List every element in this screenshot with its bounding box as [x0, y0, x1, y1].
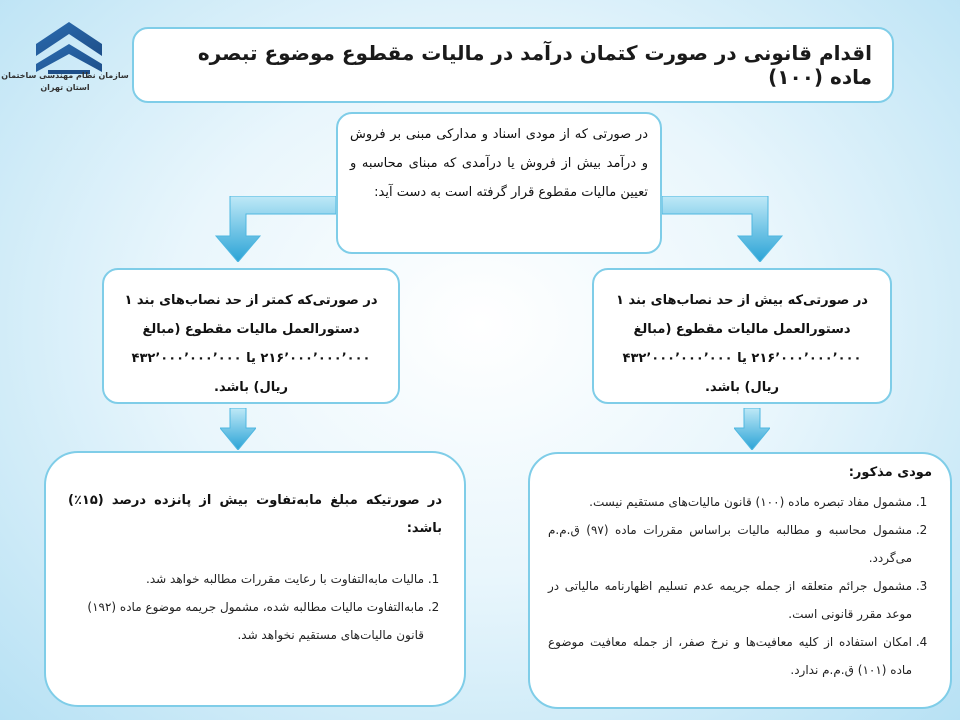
list-item: 3. مشمول جرائم متعلقه از جمله جریمه عدم تسلیم اظهارنامه مالیاتی در موعد مقرر قانونی است.	[548, 572, 912, 628]
intro-text: در صورتی که از مودی اسناد و مدارکی مبنی بر فروش و درآمد بیش از فروش یا درآمدی که مبنای محاسبه و تعیین مالیات مقطوع قرار گرفته است به دست آید:	[350, 127, 648, 200]
left-condition-text: در صورتی‌که کمتر از حد نصاب‌های بند ۱ دستورالعمل مالیات مقطوع (مبالغ ۲۱۶٬۰۰۰٬۰۰۰٬۰۰۰ یا ۴۳۲٬۰۰۰٬۰۰۰٬۰۰۰ ریال) باشد.	[124, 293, 378, 395]
title-box	[132, 27, 894, 103]
right-condition-box	[592, 268, 892, 404]
organization-name-line1: سازمان نظام مهندسی ساختمان	[1, 71, 129, 80]
organization-name-line2: استان تهران	[40, 83, 90, 92]
left-down-arrow-icon	[220, 408, 256, 450]
left-condition-box	[102, 268, 400, 404]
left-result-list	[68, 565, 442, 649]
intro-box	[336, 112, 662, 254]
list-item: 2. مابه‌التفاوت مالیات مطالبه شده، مشمول جریمه موضوع ماده (۱۹۲) قانون مالیات‌های مستقیم نخواهد شد.	[68, 593, 424, 649]
page-title: اقدام قانونی در صورت کتمان درآمد در مالیات مقطوع موضوع تبصره ماده (۱۰۰)	[197, 41, 872, 89]
left-result-box	[44, 451, 466, 707]
list-item: 1. مالیات مابه‌التفاوت با رعایت مقررات مطالبه خواهد شد.	[68, 565, 424, 593]
right-condition-text: در صورتی‌که بیش از حد نصاب‌های بند ۱ دستورالعمل مالیات مقطوع (مبالغ ۲۱۶٬۰۰۰٬۰۰۰٬۰۰۰ یا ۴۳۲٬۰۰۰٬۰۰۰٬۰۰۰ ریال) باشد.	[616, 293, 868, 395]
list-item: 4. امکان استفاده از کلیه معافیت‌ها و نرخ صفر، از جمله معافیت موضوع ماده (۱۰۱) ق.م.م ندارد.	[548, 628, 912, 684]
right-result-box	[528, 452, 952, 709]
list-item: 1. مشمول مفاد تبصره ماده (۱۰۰) قانون مالیات‌های مستقیم نیست.	[548, 488, 912, 516]
left-branch-arrow-icon	[212, 196, 336, 262]
list-item: 2. مشمول محاسبه و مطالبه مالیات براساس مقررات ماده (۹۷) ق.م.م می‌گردد.	[548, 516, 912, 572]
left-result-heading: در صورتیکه مبلغ مابه‌تفاوت بیش از پانزده درصد (۱۵٪) باشد:	[68, 493, 442, 536]
organization-name	[0, 70, 130, 94]
right-result-heading: مودی مذکور:	[848, 465, 932, 480]
right-result-list	[548, 488, 932, 684]
right-down-arrow-icon	[734, 408, 770, 450]
right-branch-arrow-icon	[662, 196, 786, 262]
